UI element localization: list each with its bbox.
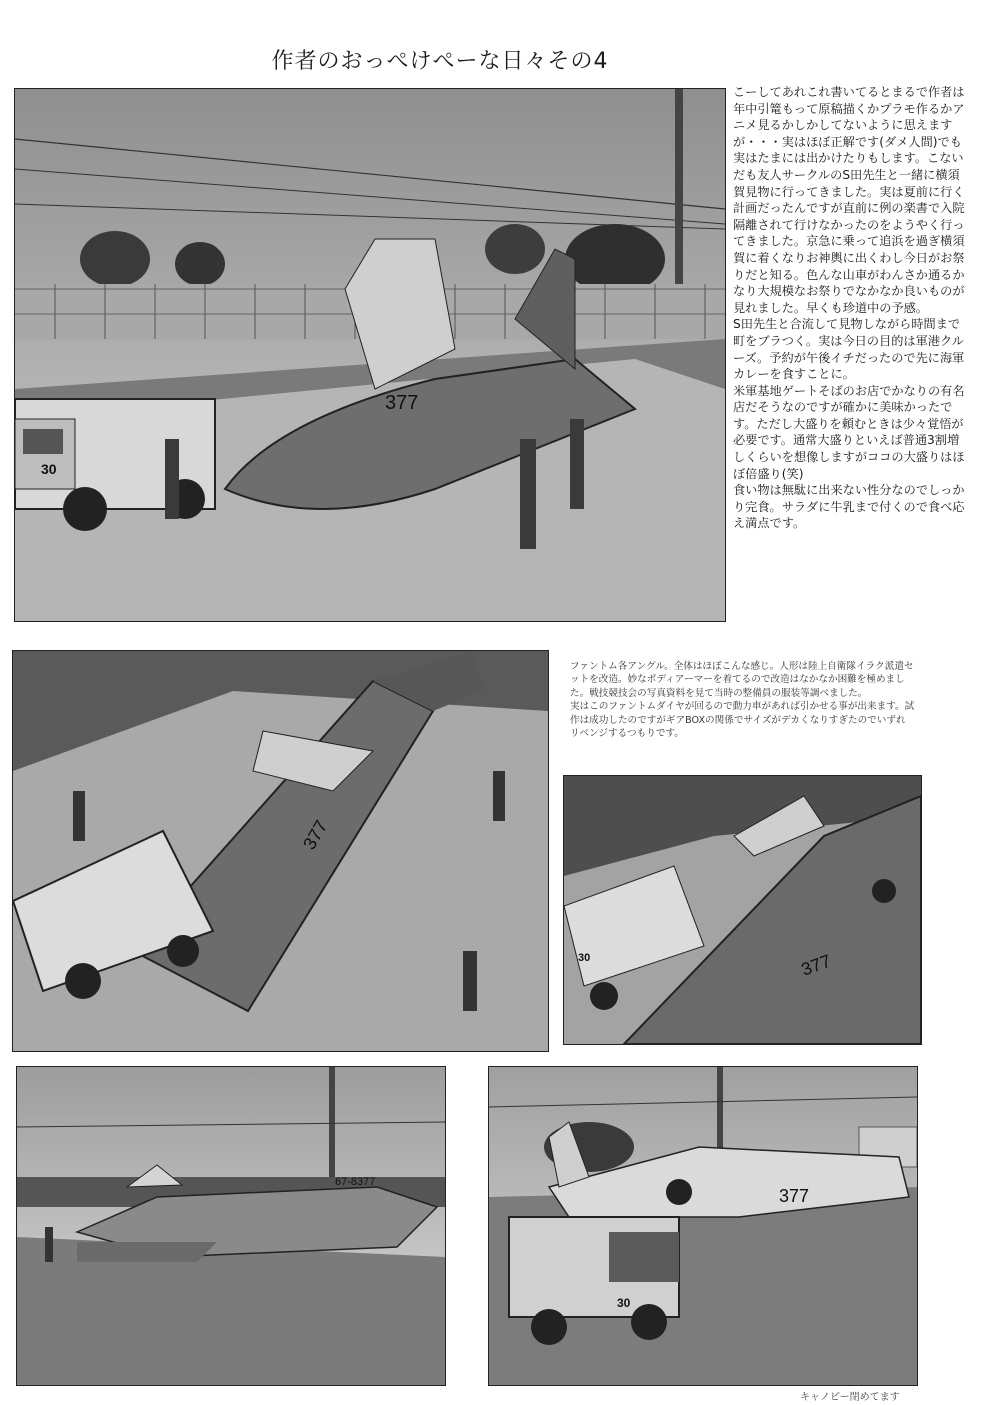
tail-number: 377	[779, 1186, 810, 1206]
aircraft-serial: 67-8377	[335, 1176, 376, 1188]
photo-diorama-side	[16, 1066, 446, 1386]
photo-diorama-overhead-image	[13, 651, 548, 1051]
truck-number: 30	[41, 461, 57, 477]
photo-diorama-overhead	[12, 650, 549, 1052]
tail-number: 377	[798, 950, 834, 980]
photo-diorama-closeup-image	[564, 776, 921, 1044]
truck-number: 30	[617, 1296, 631, 1310]
photo-caption	[570, 660, 915, 740]
photo-diorama-main	[14, 88, 726, 622]
tail-number: 377	[299, 816, 332, 853]
photo-diorama-main-image	[15, 89, 725, 621]
page-title: 作者のおっぺけぺーな日々その4	[271, 49, 609, 74]
photo-diorama-side-image	[17, 1067, 445, 1385]
essay-text	[733, 84, 965, 532]
essay-paragraph: 食い物は無駄に出来ない性分なのでしっかり完食。サラダに牛乳まで付くので食べ応え満点です。	[733, 483, 965, 531]
photo-diorama-tow-image	[489, 1067, 917, 1385]
photo-diorama-tow	[488, 1066, 918, 1386]
photo-diorama-closeup	[563, 775, 922, 1045]
essay-paragraph: 米軍基地ゲートそばのお店でかなりの有名店だそうなのですが確かに美味かったです。ただし大盛りを頼むときは少々覚悟が必要です。通常大盛りといえば普通3割増しくらいを想像しますがココの大盛りはほぼ倍盛り(笑)	[733, 383, 965, 481]
caption-paragraph: ファントム各アングル。全体はほぼこんな感じ。人形は陸上自衛隊イラク派遣セットを改造。妙なボディアーマーを着てるので改造はなかなか困難を極めました。戦技競技会の写真資料を見て当時の整備員の服装等調べました。	[570, 661, 914, 699]
caption-paragraph: 実はこのファントムダイヤが回るので動力車があれば引かせる事が出来ます。試作は成功したのですがギアBOXの関係でサイズがデカくなりすぎたのでいずれリベンジするつもりです。	[570, 701, 915, 740]
tail-number: 377	[385, 392, 419, 414]
photo-footnote: キャノピー閉めてます	[800, 1392, 900, 1403]
essay-paragraph: こーしてあれこれ書いてるとまるで作者は年中引篭もって原稿描くかプラモ作るかアニメ見るかしかしてないように思えますが・・・実はほぼ正解です(ダメ人間)でも実はたまには出かけたりもします。こないだも友人サークルのS田先生と一緒に横須賀見物に行ってきました。実は夏前に行く計画だったんですが直前に例の楽書で入院隔離されて行けなかったのをようやく行ってきました。京急に乗って追浜を過ぎ横須賀に着くなりお神輿に出くわし今日がお祭りだと知る。色んな山車がわんさか通るかなり大規模なお祭りでなかなか良いものが見れました。早くも珍道中の予感。	[733, 85, 965, 315]
essay-paragraph: S田先生と合流して見物しながら時間まで町をブラつく。実は今日の目的は軍港クルーズ。予約が午後イチだったので先に海軍カレーを食すことに。	[733, 317, 965, 382]
truck-number: 30	[578, 952, 591, 964]
